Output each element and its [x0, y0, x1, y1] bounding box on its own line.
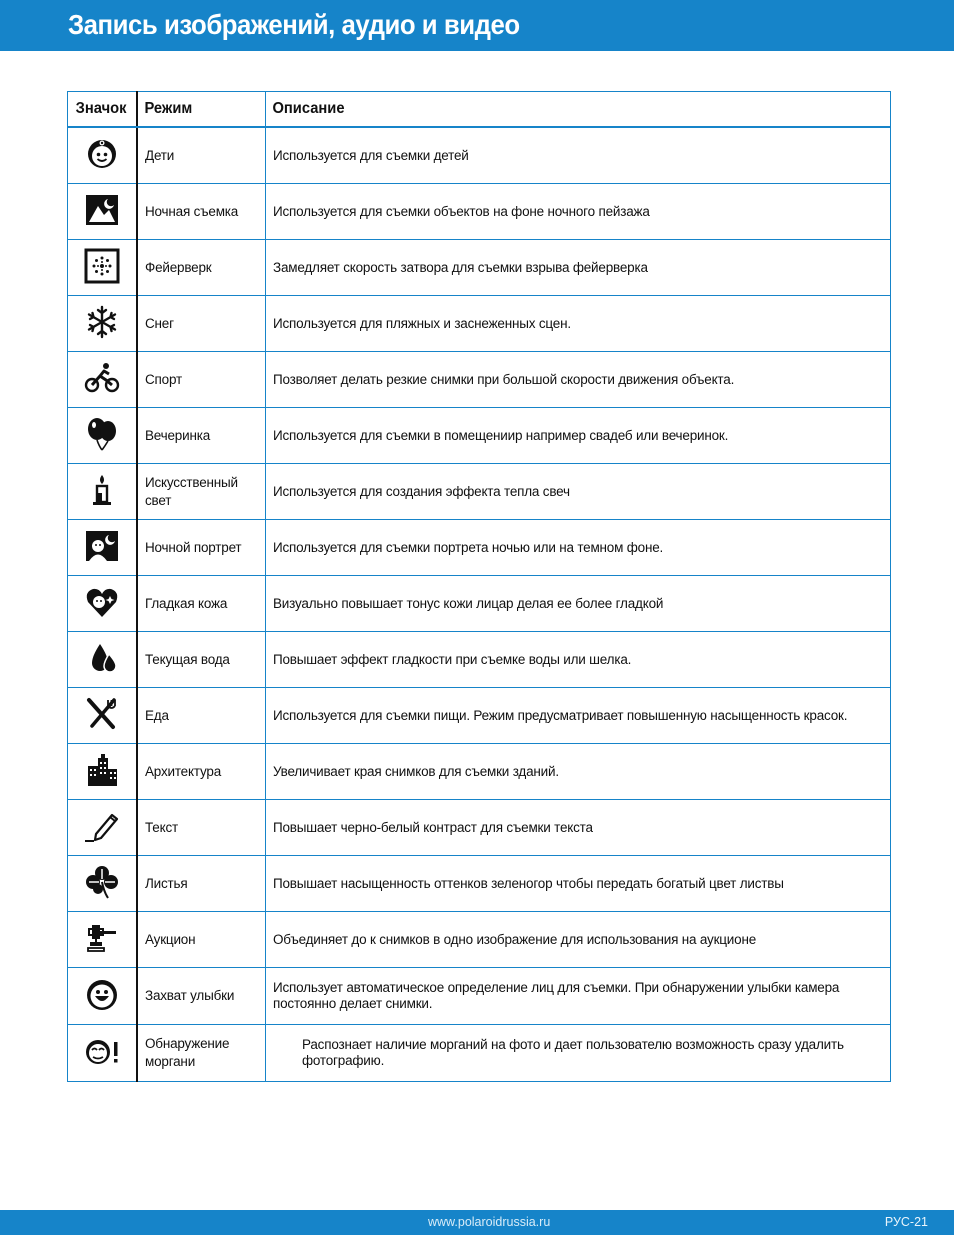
- mode-description: Увеличивает края снимков для съемки зданий.: [273, 763, 559, 779]
- water-drops-icon: [84, 640, 120, 676]
- mode-description: Повышает насыщенность оттенков зеленогор чтобы передать богатый цвет листвы: [273, 875, 784, 891]
- table-row: [68, 856, 891, 912]
- page-title: Запись изображений, аудио и видео: [68, 9, 520, 40]
- table-row: [68, 408, 891, 464]
- column-header-mode: Режим: [137, 92, 266, 128]
- column-header-description: Описание: [266, 92, 891, 128]
- mode-description: Объединяет до к снимков в одно изображение для использования на аукционе: [273, 931, 757, 947]
- buildings-icon: [84, 752, 120, 788]
- mode-name: Захват улыбки: [145, 988, 235, 1003]
- mode-description: Используется для съемки портрета ночью или на темном фоне.: [273, 539, 664, 555]
- snowflake-icon: [84, 304, 120, 340]
- table-row: [68, 576, 891, 632]
- mode-name: Снег: [145, 315, 174, 331]
- mode-name: Еда: [145, 707, 169, 723]
- fork-knife-icon: [84, 696, 120, 732]
- night-landscape-icon: [84, 192, 120, 228]
- mode-description: Позволяет делать резкие снимки при большой скорости движения объекта.: [273, 371, 735, 387]
- table-row: [68, 184, 891, 240]
- mode-name: Ночная съемка: [145, 203, 239, 219]
- smooth-skin-icon: [84, 584, 120, 620]
- table-row: [68, 632, 891, 688]
- table-row: [68, 968, 891, 1025]
- mode-name: Аукцион: [145, 931, 196, 947]
- table-row: [68, 688, 891, 744]
- mode-description: Повышает эффект гладкости при съемке воды или шелка.: [273, 651, 632, 667]
- mode-description: Используется для съемки пищи. Режим предусматривает повышенную насыщенность красок.: [273, 707, 848, 723]
- mode-name: Искусственный свет: [145, 474, 238, 508]
- candle-icon: [84, 472, 120, 508]
- mode-description: Замедляет скорость затвора для съемки взрыва фейерверка: [273, 259, 648, 275]
- website-url: www.polaroidrussia.ru: [428, 1215, 551, 1229]
- mode-description: Распознает наличие морганий на фото и дает пользователю возможность сразу удалить фотографию.: [302, 1037, 844, 1068]
- scene-modes-table: [67, 91, 891, 1082]
- mode-name: Текущая вода: [145, 651, 230, 667]
- table-row: [68, 127, 891, 184]
- table-row: [68, 240, 891, 296]
- table-row: [68, 520, 891, 576]
- auction-gavel-icon: [84, 920, 120, 956]
- mode-description: Используется для съемки детей: [273, 147, 469, 163]
- fireworks-icon: [84, 248, 120, 284]
- mode-name: Вечеринка: [145, 427, 211, 443]
- page-footer: [0, 1210, 954, 1235]
- night-portrait-icon: [84, 528, 120, 564]
- mode-description: Визуально повышает тонус кожи лицар делая ее более гладкой: [273, 595, 664, 611]
- mode-name: Дети: [145, 147, 175, 163]
- table-header-row: [68, 92, 891, 128]
- clover-leaf-icon: [84, 864, 120, 900]
- smile-face-icon: [84, 977, 120, 1013]
- mode-name: Архитектура: [145, 763, 221, 779]
- table-row: [68, 1025, 891, 1082]
- table-row: [68, 464, 891, 520]
- table-row: [68, 800, 891, 856]
- mode-name: Фейерверк: [145, 259, 212, 275]
- mode-description: Используется для съемки в помещениир например свадеб или вечеринок.: [273, 427, 729, 443]
- table-row: [68, 296, 891, 352]
- column-header-icon: Значок: [68, 92, 138, 128]
- mode-name: Гладкая кожа: [145, 595, 228, 611]
- baby-face-icon: [84, 136, 120, 172]
- blink-detect-icon: [84, 1034, 120, 1070]
- table-row: [68, 352, 891, 408]
- mode-description: Используется для пляжных и заснеженных сцен.: [273, 315, 571, 331]
- page-number: РУС-21: [884, 1215, 928, 1229]
- mode-name: Текст: [145, 819, 178, 835]
- mode-description: Используется для создания эффекта тепла свеч: [273, 483, 570, 499]
- mode-name: Листья: [145, 875, 188, 891]
- page-header: [0, 0, 954, 51]
- cyclist-icon: [84, 360, 120, 396]
- mode-name: Спорт: [145, 371, 182, 387]
- balloons-icon: [84, 416, 120, 452]
- pencil-icon: [84, 808, 120, 844]
- mode-name: Обнаружение моргани: [145, 1036, 230, 1069]
- mode-name: Ночной портрет: [145, 539, 242, 555]
- mode-description: Использует автоматическое определение лиц для съемки. При обнаружении улыбки камера постоянно делает снимки.: [273, 980, 840, 1011]
- mode-description: Используется для съемки объектов на фоне ночного пейзажа: [273, 203, 650, 219]
- mode-description: Повышает черно-белый контраст для съемки текста: [273, 819, 593, 835]
- table-row: [68, 744, 891, 800]
- table-row: [68, 912, 891, 968]
